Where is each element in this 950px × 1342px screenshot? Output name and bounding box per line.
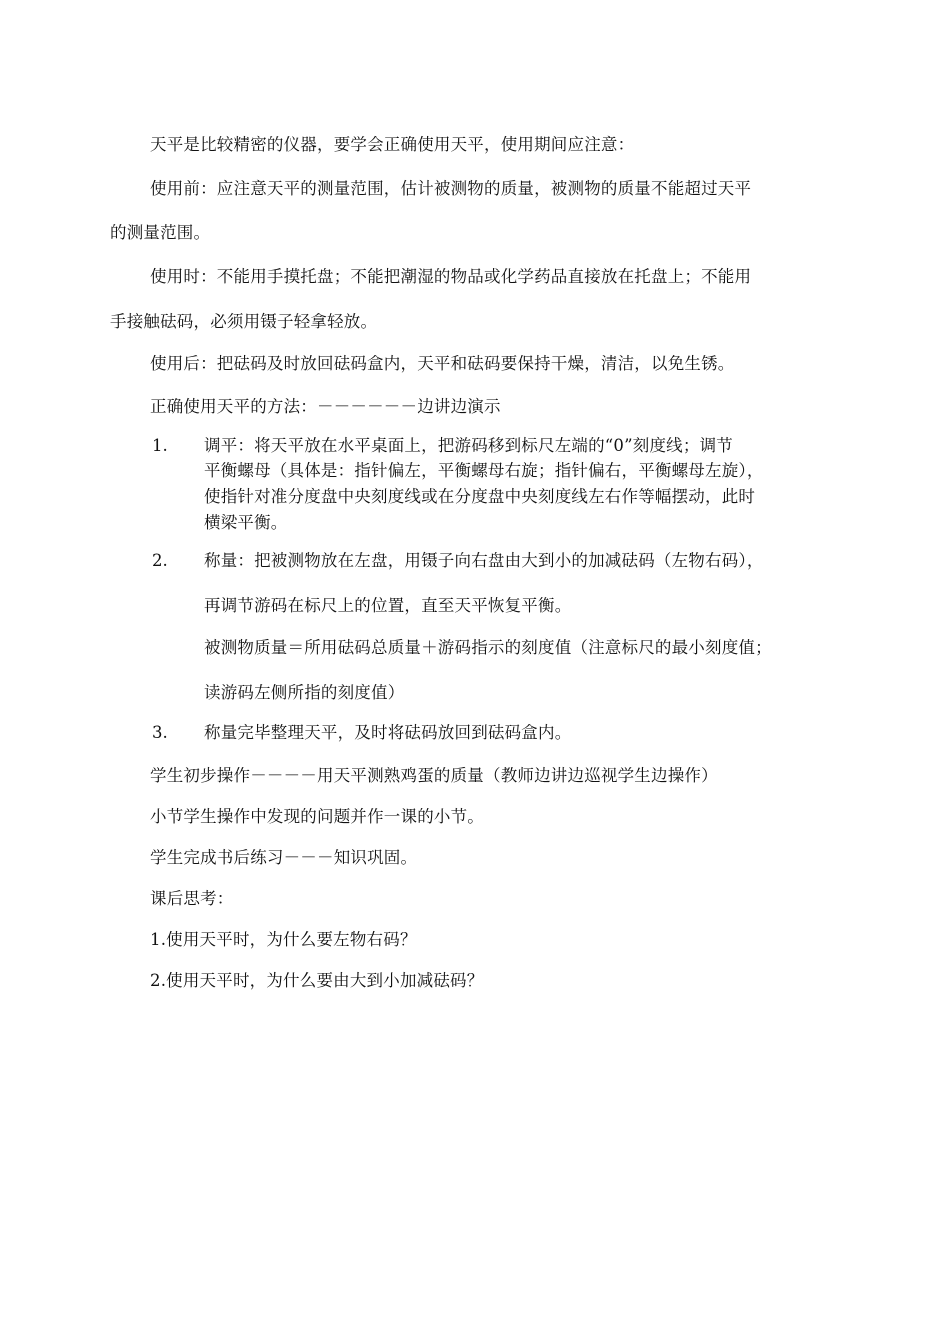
during-use-line-1: 使用时：不能用手摸托盘；不能把潮湿的物品或化学药品直接放在托盘上；不能用	[150, 267, 752, 286]
after-use-paragraph: 使用后：把砝码及时放回砝码盒内，天平和砝码要保持干燥，清洁，以免生锈。	[150, 354, 735, 373]
step-2-number: 2.	[152, 551, 168, 570]
summary-paragraph: 小节学生操作中发现的问题并作一课的小节。	[150, 807, 484, 826]
step-2-line-2: 再调节游码在标尺上的位置，直至天平恢复平衡。	[204, 596, 572, 615]
step-3-line-1: 称量完毕整理天平，及时将砝码放回到砝码盒内。	[204, 723, 572, 742]
step-2-line-4: 读游码左侧所指的刻度值）	[204, 683, 405, 702]
during-use-line-2: 手接触砝码，必须用镊子轻拿轻放。	[110, 312, 378, 331]
step-1-number: 1.	[152, 436, 168, 455]
before-use-line-2: 的测量范围。	[110, 223, 211, 242]
exercise-paragraph: 学生完成书后练习－－－知识巩固。	[150, 848, 418, 867]
question-2: 2.使用天平时，为什么要由大到小加减砝码？	[150, 971, 484, 990]
step-1-line-1: 调平：将天平放在水平桌面上，把游码移到标尺左端的“0”刻度线；调节	[204, 436, 733, 455]
step-2-line-1: 称量：把被测物放在左盘，用镊子向右盘由大到小的加减砝码（左物右码），	[204, 551, 764, 570]
step-1-line-4: 横梁平衡。	[204, 513, 288, 532]
step-1-line-3: 使指针对准分度盘中央刻度线或在分度盘中央刻度线左右作等幅摆动，此时	[204, 487, 756, 506]
before-use-line-1: 使用前：应注意天平的测量范围，估计被测物的质量，被测物的质量不能超过天平	[150, 179, 752, 198]
step-1-line-2: 平衡螺母（具体是：指针偏左，平衡螺母右旋；指针偏右，平衡螺母左旋），	[204, 461, 764, 480]
method-heading: 正确使用天平的方法：－－－－－－边讲边演示	[150, 397, 501, 416]
step-2-line-3: 被测物质量＝所用砝码总质量＋游码指示的刻度值（注意标尺的最小刻度值；	[204, 638, 772, 657]
intro-paragraph: 天平是比较精密的仪器，要学会正确使用天平，使用期间应注意：	[150, 135, 635, 154]
student-practice-paragraph: 学生初步操作－－－－用天平测熟鸡蛋的质量（教师边讲边巡视学生边操作）	[150, 766, 718, 785]
step-3-number: 3.	[152, 723, 168, 742]
reflection-heading: 课后思考：	[150, 889, 234, 908]
question-1: 1.使用天平时，为什么要左物右码？	[150, 930, 417, 949]
